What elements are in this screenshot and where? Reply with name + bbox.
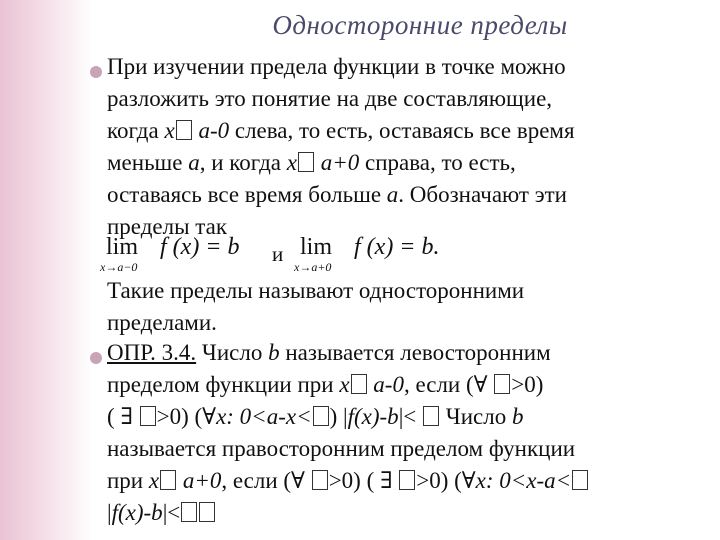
paragraph1-line4: меньше a, и когда x a+0 справа, то есть, [107,150,516,175]
paragraph1-line6: пределы так [107,214,228,239]
limit-formula [100,234,480,276]
formula-sub-left: x→a−0 [100,260,138,274]
paragraph3-line6: |f(x)-b|< [107,498,216,528]
paragraph1-line2: разложить это понятие на две составляющие, [107,86,553,111]
paragraph3-line2: пределом функции при x a-0, если (∀ >0) [107,372,544,397]
missing-glyph-icon [160,470,176,490]
missing-glyph-icon [199,502,215,522]
paragraph3-line3: ( ∃ >0) (∀x: 0<a-x< ) |f(x)-b|< Число b [107,404,524,429]
missing-glyph-icon [351,374,367,394]
missing-glyph-icon [423,406,439,426]
formula-lim-right: lim [300,234,333,260]
paragraph1-line5: оставаясь все время больше a. Обозначают эти [107,182,567,207]
paragraph2-line2: пределами. [107,310,217,335]
formula-expr-left: f (x) = b [160,234,240,260]
slide-title: Односторонние пределы [272,10,568,40]
missing-glyph-icon [181,502,197,522]
formula-sub-right: x→a+0 [294,260,332,274]
missing-glyph-icon [494,374,510,394]
missing-glyph-icon [572,470,588,490]
paragraph3-line1: ОПР. 3.4. Число b называется левосторонним [107,340,551,365]
bullet-icon [90,352,102,364]
missing-glyph-icon [140,406,156,426]
missing-glyph-icon [176,120,192,140]
missing-glyph-icon [312,470,328,490]
decorative-side-band [0,0,92,540]
formula-expr-right: f (x) = b. [354,234,440,260]
paragraph1-line1: При изучении предела функции в точке можно [107,54,566,79]
missing-glyph-icon [313,406,329,426]
paragraph3-line4: называется правосторонним пределом функции [107,436,576,461]
definition-label: ОПР. 3.4. [107,340,197,365]
missing-glyph-icon [298,152,314,172]
bullet-icon [90,66,102,78]
missing-glyph-icon [399,470,415,490]
paragraph3-line5: при x a+0, если (∀ >0) ( ∃ >0) (∀x: 0<x-a< [107,466,589,496]
formula-and: и [272,242,284,266]
paragraph1-line3: когда x a-0 слева, то есть, оставаясь все время [107,118,575,143]
formula-lim-left: lim [106,234,139,260]
paragraph2-line1: Такие пределы называют односторонними [107,278,525,303]
